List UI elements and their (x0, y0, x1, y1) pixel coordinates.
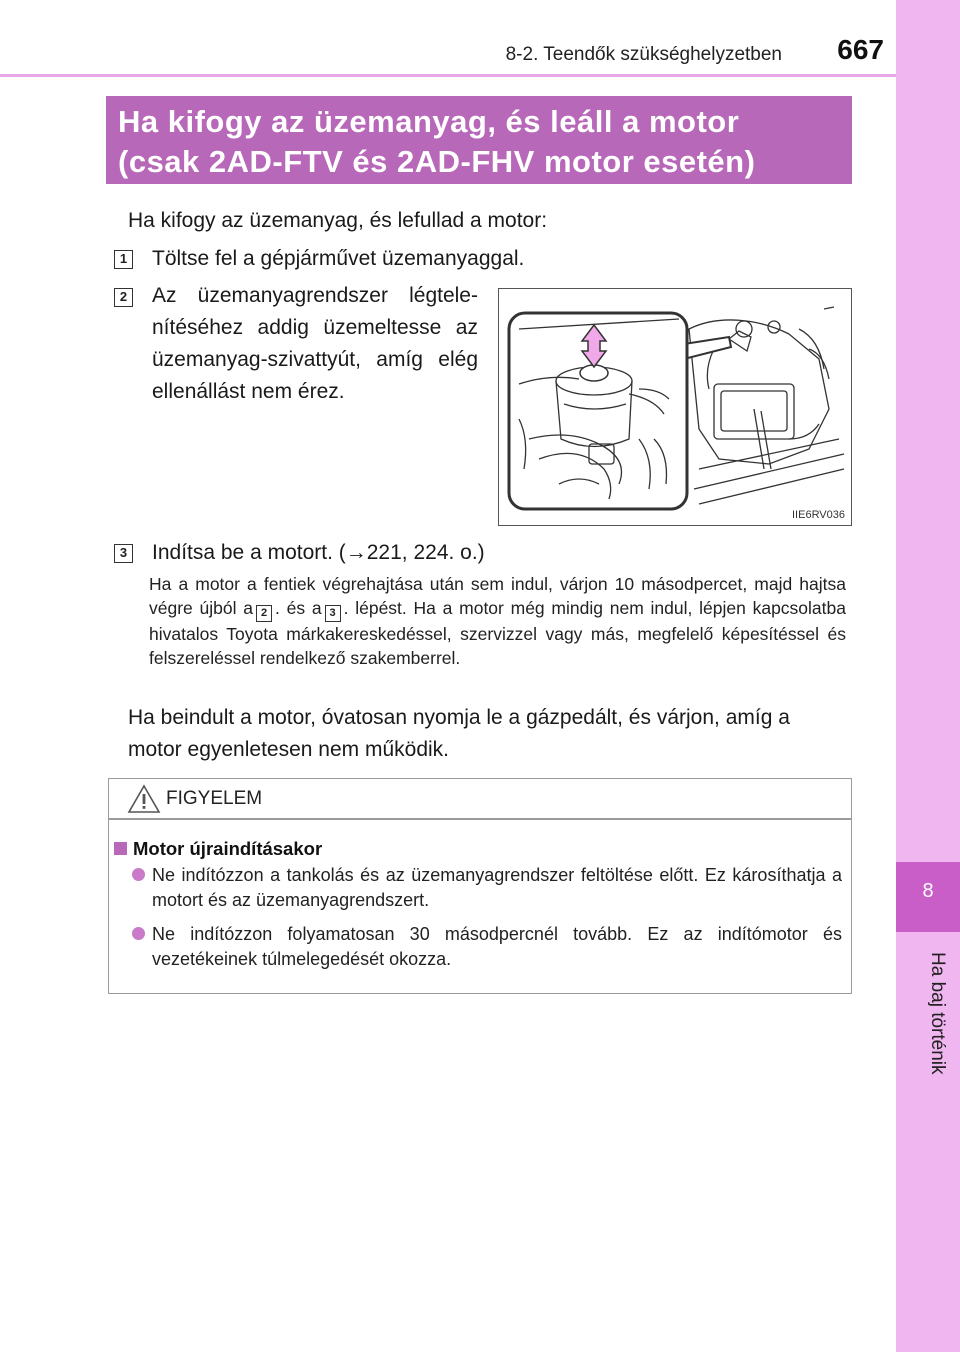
title-line-1: Ha kifogy az üzemanyag, és leáll a motor (118, 104, 740, 139)
caution-title: FIGYELEM (166, 788, 263, 809)
note-part-2: . és a (275, 598, 322, 618)
bullet-icon (132, 927, 145, 940)
caution-heading: Motor újraindításakor (133, 838, 323, 859)
step-number-2: 2 (114, 288, 133, 307)
title-banner (106, 96, 852, 184)
step-number-1: 1 (114, 250, 133, 269)
note-step-ref-2: 2 (256, 605, 272, 622)
step-text-2: Az üzemanyagrendszer légtelenítéséhez addig üzemeltesse az üzemanyag-szivattyút, amíg elég ellenállást nem érez. (152, 284, 478, 403)
side-chapter-title: Ha baj történik (927, 952, 948, 1075)
note-part-3: . lépést. Ha a motor még mindig nem indul, lépjen kapcsolatba hivatalos Toyota márkakereskedéssel, szervizzel vagy más, megfelelő képesítéssel és felszereléssel rendelkező szakemberrel. (149, 598, 846, 668)
title-line-2: (csak 2AD-FTV és 2AD-FHV motor esetén) (118, 144, 756, 179)
side-chapter-number: 8 (922, 880, 934, 902)
note-part-1: Ha a motor a fentiek végrehajtása után sem indul, várjon 10 másodpercet, majd hajtsa végre újból a (149, 574, 846, 618)
step-3-note (149, 572, 846, 670)
heading-square-icon (114, 842, 127, 855)
header-divider (0, 74, 896, 77)
caution-item-2: Ne indítózzon folyamatosan 30 másodpercnél tovább. Ez az indítómotor és vezetékeinek túlmelegedését okozza. (152, 924, 842, 969)
engine-bay-drawing (499, 289, 850, 524)
section-label: 8-2. Teendők szükséghelyzetben (505, 44, 782, 65)
note-step-ref-3: 3 (325, 605, 341, 622)
engine-illustration (498, 288, 852, 526)
figure-code: IIE6RV036 (792, 509, 846, 521)
bullet-icon (132, 868, 145, 881)
caution-item-1: Ne indítózzon a tankolás és az üzemanyagrendszer feltöltése előtt. Ez károsíthatja a motort és az üzemanyagrendszert. (152, 865, 842, 910)
closing-text: Ha beindult a motor, óvatosan nyomja le a gázpedált, és várjon, amíg a motor egyenletesen nem működik. (128, 706, 790, 761)
step-number-3: 3 (114, 544, 133, 563)
caution-divider (108, 818, 852, 820)
page-number: 667 (837, 34, 884, 65)
step-text-1: Töltse fel a gépjárművet üzemanyaggal. (152, 247, 525, 270)
warning-triangle-icon (127, 784, 161, 814)
intro-text: Ha kifogy az üzemanyag, és lefullad a motor: (128, 209, 548, 232)
step-text-3: Indítsa be a motort. (→221, 224. o.) (152, 541, 485, 564)
